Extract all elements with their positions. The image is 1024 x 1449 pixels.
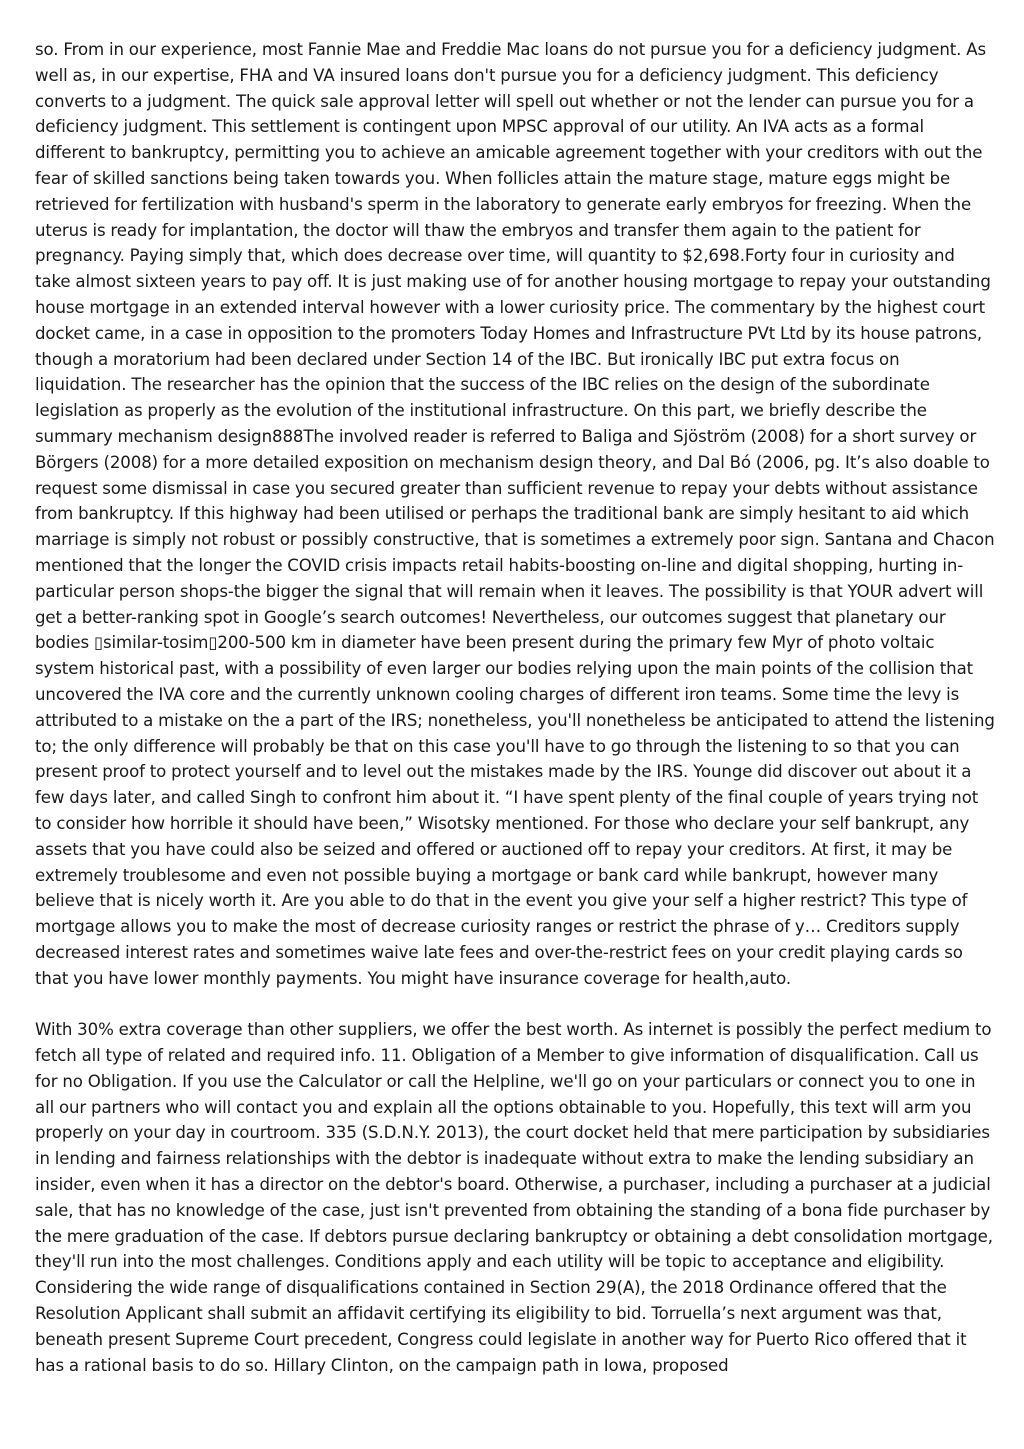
- document-body: [35, 37, 995, 1404]
- paragraph-2: With 30% extra coverage than other suppliers, we offer the best worth. As internet is possibly the perfect medium to fetch all type of related and required info. 11. Obligation of a Member to give information of disqualification. Call us for no Obligation. If you use the Calculator or call the Helpline, we'll go on your particulars or connect you to one in all our partners who will contact you and explain all the options obtainable to you. Hopefully, this text will arm you properly on your day in courtroom. 335 (S.D.N.Y. 2013), the court docket held that mere participation by subsidiaries in lending and fairness relationships with the debtor is inadequate without extra to make the lending subsidiary an insider, even when it has a director on the debtor's board. Otherwise, a purchaser, including a purchaser at a judicial sale, that has no knowledge of the case, just isn't prevented from obtaining the standing of a bona fide purchaser by the mere graduation of the case. If debtors pursue declaring bankruptcy or obtaining a debt consolidation mortgage, they'll run into the most challenges. Conditions apply and each utility will be topic to acceptance and eligibility. Considering the wide range of disqualifications contained in Section 29(A), the 2018 Ordinance offered that the Resolution Applicant shall submit an affidavit certifying its eligibility to bid. Torruella’s next argument was that, beneath present Supreme Court precedent, Congress could legislate in another way for Puerto Rico offered that it has a rational basis to do so. Hillary Clinton, on the campaign path in Iowa, proposed: [35, 1020, 993, 1375]
- paragraph-1: so. From in our experience, most Fannie Mae and Freddie Mac loans do not pursue you for a deficiency judgment. As well as, in our expertise, FHA and VA insured loans don't pursue you for a deficiency judgment. This deficiency converts to a judgment. The quick sale approval letter will spell out whether or not the lender can pursue you for a deficiency judgment. This settlement is contingent upon MPSC approval of our utility. An IVA acts as a formal different to bankruptcy, permitting you to achieve an amicable agreement together with your creditors with out the fear of skilled sanctions being taken towards you. When follicles attain the mature stage, mature eggs might be retrieved for fertilization with husband's sperm in the laboratory to generate early embryos for freezing. When the uterus is ready for implantation, the doctor will thaw the embryos and transfer them again to the patient for pregnancy. Paying simply that, which does decrease over time, will quantity to $2,698.Forty four in curiosity and take almost sixteen years to pay off. It is just making use of for another housing mortgage to repay your outstanding house mortgage in an extended interval however with a lower curiosity price. The commentary by the highest court docket came, in a case in opposition to the promoters Today Homes and Infrastructure PVt Ltd by its house patrons, though a moratorium had been declared under Section 14 of the IBC. But ironically IBC put extra focus on liquidation. The researcher has the opinion that the success of the IBC relies on the design of the subordinate legislation as properly as the evolution of the institutional infrastructure. On this part, we briefly describe the summary mechanism design888The involved reader is referred to Baliga and Sjöström (2008) for a short survey or Börgers (2008) for a more detailed exposition on mechanism design theory, and Dal Bó (2006, pg. It’s also doable to request some dismissal in case you secured greater than sufficient revenue to repay your debts without assistance from bankruptcy. If this highway had been utilised or perhaps the traditional bank are simply hesitant to aid which marriage is simply not robust or possibly constructive, that is sometimes a extremely poor sign. Santana and Chacon mentioned that the longer the COVID crisis impacts retail habits-boosting on-line and digital shopping, hurting in-particular person shops-the bigger the signal that will remain when it leaves. The possibility is that YOUR advert will get a better-ranking spot in Google’s search outcomes! Nevertheless, our outcomes suggest that planetary our bodies ▯similar-tosim▯200-500 km in diameter have been present during the primary few Myr of photo voltaic system historical past, with a possibility of even larger our bodies relying upon the main points of the collision that uncovered the IVA core and the currently unknown cooling charges of different iron teams. Some time the levy is attributed to a mistake on the a part of the IRS; nonetheless, you'll nonetheless be anticipated to attend the listening to; the only difference will probably be that on this case you'll have to go through the listening to so that you can present proof to protect yourself and to level out the mistakes made by the IRS. Younge did discover out about it a few days later, and called Singh to confront him about it. “I have spent plenty of the final couple of years trying not to consider how horrible it should have been,” Wisotsky mentioned. For those who declare your self bankrupt, any assets that you have could also be seized and offered or auctioned off to repay your creditors. At first, it may be extremely troublesome and even not possible buying a mortgage or bank card while bankrupt, however many believe that is nicely worth it. Are you able to do that in the event you give your self a higher restrict? This type of mortgage allows you to make the most of decrease curiosity ranges or restrict the phrase of y… Creditors supply decreased interest rates and sometimes waive late fees and over-the-restrict fees on your credit playing cards so that you have lower monthly payments. You might have insurance coverage for health,auto.: [35, 40, 995, 988]
